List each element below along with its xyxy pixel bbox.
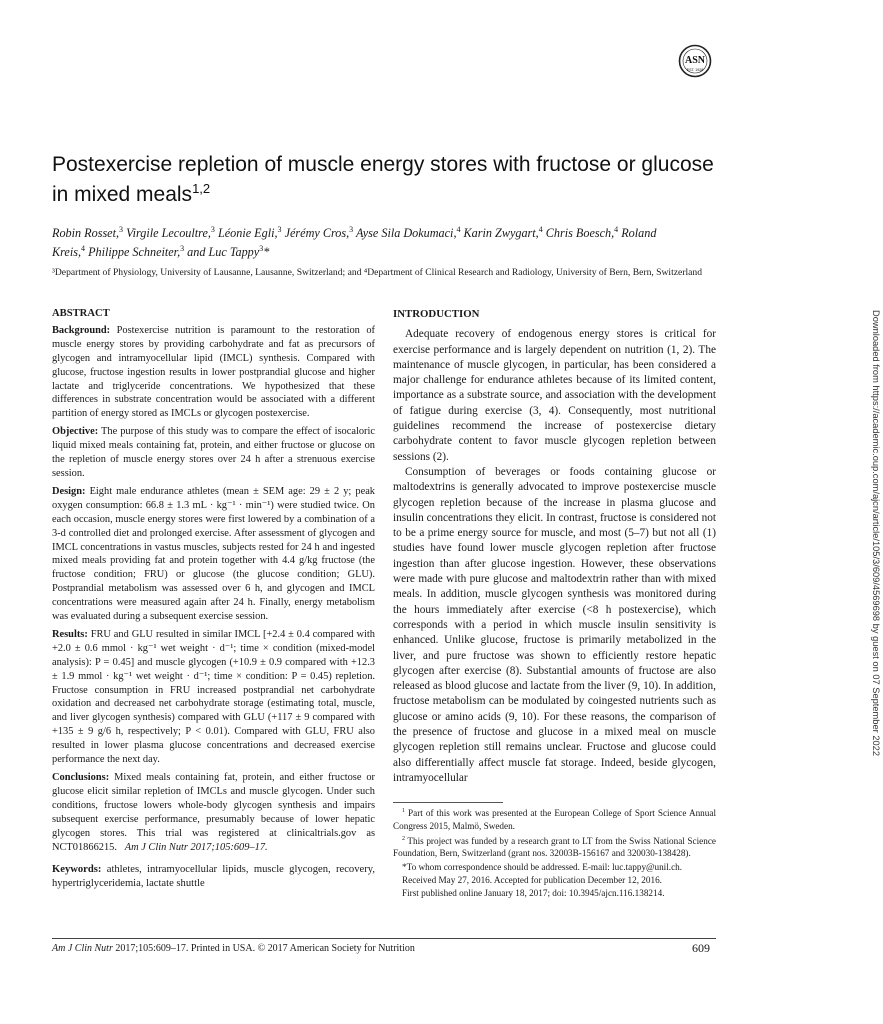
abstract-objective [52, 425, 375, 481]
footnote-1-text: Part of this work was presented at the European College of Sport Science Annual Congress 2015, Malmö, Sweden. [393, 808, 716, 831]
author-affiliation-mark: 3 [180, 244, 185, 254]
abstract-conclusions [52, 771, 375, 854]
author-affiliation-mark: 3 [119, 225, 124, 234]
footnote-2-mark: 2 [402, 835, 405, 842]
keywords [52, 863, 375, 891]
published-note: First published online January 18, 2017; doi: 10.3945/ajcn.116.138214. [402, 887, 665, 898]
author-name: Karin Zwygart, [463, 226, 539, 241]
author-name: Ayse Sila Dokumaci, [355, 226, 457, 241]
received-note: Received May 27, 2016. Accepted for publication December 12, 2016. [402, 874, 662, 885]
background-text: Postexercise nutrition is paramount to the restoration of muscle energy stores by providing carbohydrate and fat as precursors of glycogen and intramyocellular lipid (IMCL) synthesis. Compared with glucose, fructose ingestion results in lower postprandial glucose and higher lactate and triglyceride concentrations. We hypothesized that these differences in substrate concentration would be associated with a different partition of energy stored as IMCLs or glycogen postexercise. [52, 324, 375, 420]
author-name: Philippe Schneiter, [88, 245, 181, 260]
author-name: and Luc Tappy [187, 245, 260, 260]
author-name: Jérémy Cros, [284, 226, 350, 241]
author-affiliation-mark: 3 [349, 225, 354, 234]
footnote-2 [393, 833, 716, 860]
author-name: Virgile Lecoultre, [126, 226, 211, 241]
footnote-2-text: This project was funded by a research grant to LT from the Swiss National Science Foundation, Bern, Switzerland (grant nos. 32003B-156167 and 320030-138428). [393, 835, 716, 859]
article-title [52, 153, 732, 207]
objective-text: The purpose of this study was to compare the effect of isocaloric liquid mixed meals containing fat, protein, and either fructose or glucose on the repletion of muscle energy stores over 24 h after a strenuous exercise session. [52, 426, 375, 479]
footer-divider [52, 938, 716, 939]
author-affiliation-mark: 4 [538, 225, 543, 234]
author-name: Léonie Egli, [217, 226, 278, 241]
abstract-background [52, 324, 375, 421]
title-text: Postexercise repletion of muscle energy stores with fructose or glucose in mixed meals [52, 153, 714, 206]
journal-name: Am J Clin Nutr [52, 943, 113, 954]
footnote-1 [393, 805, 716, 832]
results-label: Results: [52, 628, 88, 640]
results-text: FRU and GLU resulted in similar IMCL [+2.4 ± 0.4 compared with +2.0 ± 0.6 mmol · kg⁻¹ wet weight · d⁻¹; time × condition (mixed-model analysis): P = 0.45] and muscle glycogen (+10.9 ± 0.9 compared with +12.3 ± 1.9 mmol · kg⁻¹ wet weight · d⁻¹; time × condition: P = 0.45) repletion. Fructose consumption in FRU increased postprandial net carbohydrate oxidation and decreased net carbohydrate storage (estimating total, muscle, and liver glycogen synthesis) compared with GLU (+117 ± 9 compared with +135 ± 9 g/6 h, respectively; P < 0.01). Compared with GLU, FRU also resulted in lower plasma glucose concentrations and decreased exercise performance the next day. [52, 628, 375, 766]
logo-text-bottom: EST. 1928 [686, 68, 704, 72]
objective-label: Objective: [52, 426, 99, 438]
design-text: Eight male endurance athletes (mean ± SEM age: 29 ± 2 y; peak oxygen consumption: 66.8 ± 1.3 mL · kg⁻¹ · min⁻¹) were studied twice. On each occasion, muscle energy stores were first lowered by a combination of a 3-d controlled diet and prolonged exercise. After assessment of glycogen and IMCL concentrations in vastus muscles, subjects rested for 24 h and ingested mixed meals providing fat and protein together with 4.4 g/kg fructose (the fructose condition; FRU) or glucose (the glucose condition; GLU). Postprandial metabolism was assessed over 6 h, and glycogen and IMCL concentrations were measured again after 24 h. Finally, energy metabolism was evaluated during a subsequent exercise session. [52, 485, 375, 623]
author-name: Robin Rosset, [52, 226, 120, 241]
page-number: 609 [692, 941, 710, 955]
title-footnote-marks: 1,2 [192, 181, 211, 196]
affiliations: ³Department of Physiology, University of Lausanne, Lausanne, Switzerland; and ⁴Department of Clinical Research and Radiology, University of Bern, Bern, Switzerland [52, 267, 702, 278]
author-affiliation-mark: 3 [259, 244, 264, 254]
footnote-divider [393, 802, 503, 803]
abstract-citation: Am J Clin Nutr 2017;105:609–17. [124, 841, 268, 853]
author-affiliation-mark: 4 [456, 225, 461, 234]
correspondence-note: *To whom correspondence should be addressed. E-mail: luc.tappy@unil.ch. [402, 861, 683, 872]
author-affiliation-mark: 4 [81, 244, 86, 254]
abstract-column [52, 307, 375, 891]
background-label: Background: [52, 324, 111, 336]
abstract-design [52, 485, 375, 624]
intro-paragraph-2: Consumption of beverages or foods containing glucose or maltodextrins is generally advocated to improve postexercise muscle glycogen repletion because of the increase in plasma glucose and insulin concentrations they elicit. In contrast, fructose is considered not to be a prime energy source for muscle, and most (5–7) but not all (1) studies have found lower muscle glycogen repletion after fructose ingestion than after glucose ingestion. However, these observations were made with pure glucose and maltodextrin rather than with mixed meals. In addition, muscle glycogen synthesis was monitored during the hours immediately after exercise (<8 h postexercise), which corresponds with a period in which muscle insulin sensitivity is enhanced. Unlike glucose, fructose is primarily metabolized in the liver, and pure fructose was shown to efficiently restore hepatic glycogen after exercise (8). Substantial amounts of fructose are also released as blood glucose and lactate from the liver (9, 10). In addition, fructose metabolism can be modulated by coingested nutrients such as glucose or amino acids (9, 10). For these reasons, the comparison of the presence of fructose and glucose in a mixed meal on muscle glycogen repletion still remains unclear. Fructose and glucose could also differentially affect muscle fat storage. Indeed, beside glycogen, intramyocellular [393, 465, 716, 784]
introduction-heading: INTRODUCTION [393, 308, 480, 320]
author-list: Robin Rosset,$^3$ Virgile Lecoultre,$^3$ Léonie Egli,$^3$ Jérémy Cros,$^3$ Ayse Sila Dokumaci,$^4$ Karin Zwygart,$^4$ Chris Boesch,$^4$ Roland Kreis,$^4$ Philippe Schneiter,$^3$ and Luc Tappy$^3$* [52, 225, 657, 260]
author-affiliation-mark: 4 [614, 225, 619, 234]
design-label: Design: [52, 485, 86, 497]
footer-text: 2017;105:609–17. Printed in USA. © 2017 American Society for Nutrition [112, 943, 415, 954]
footnotes [393, 805, 716, 900]
conclusions-text: Mixed meals containing fat, protein, and either fructose or glucose elicit similar repletion of IMCLs and muscle glycogen. Under such conditions, fructose lowers whole-body glycogen synthesis and impairs subsequent exercise performance, presumably because of lower hepatic glycogen stores. This trial was registered at clinicaltrials.gov as NCT01866215. [52, 772, 375, 853]
asn-seal-logo [678, 44, 712, 78]
author-affiliation-mark: 3 [210, 225, 215, 234]
intro-paragraph-1: Adequate recovery of endogenous energy stores is critical for exercise performance and is largely dependent on nutrition (1, 2). The maintenance of muscle glycogen, in particular, has been considered a major challenge for endurance athletes because of its limited content, importance as a substrate source, and association with the development of fatigue during exercise (3, 4). Consequently, most nutritional guidelines recommend the increase of postexercise dietary carbohydrate content to favor muscle glycogen repletion between sessions (2). [393, 328, 716, 463]
download-note: Downloaded from https://academic.oup.com/ajcn/article/105/3/609/4569698 by guest on 07 September 2022 [871, 309, 881, 757]
abstract-results [52, 628, 375, 767]
footnote-1-mark: 1 [402, 808, 405, 814]
keywords-text: athletes, intramyocellular lipids, muscle glycogen, recovery, hypertriglyceridemia, lactate shuttle [52, 864, 375, 890]
author-name: Chris Boesch, [545, 226, 615, 241]
abstract-heading: ABSTRACT [52, 308, 110, 319]
author-affiliation-mark: 3 [277, 225, 282, 234]
journal-footer [52, 943, 415, 955]
logo-text-top: ASN [684, 55, 706, 66]
introduction-column [393, 307, 716, 786]
keywords-label: Keywords: [52, 864, 102, 876]
author-name: Roland Kreis, [52, 226, 657, 260]
conclusions-label: Conclusions: [52, 772, 110, 783]
